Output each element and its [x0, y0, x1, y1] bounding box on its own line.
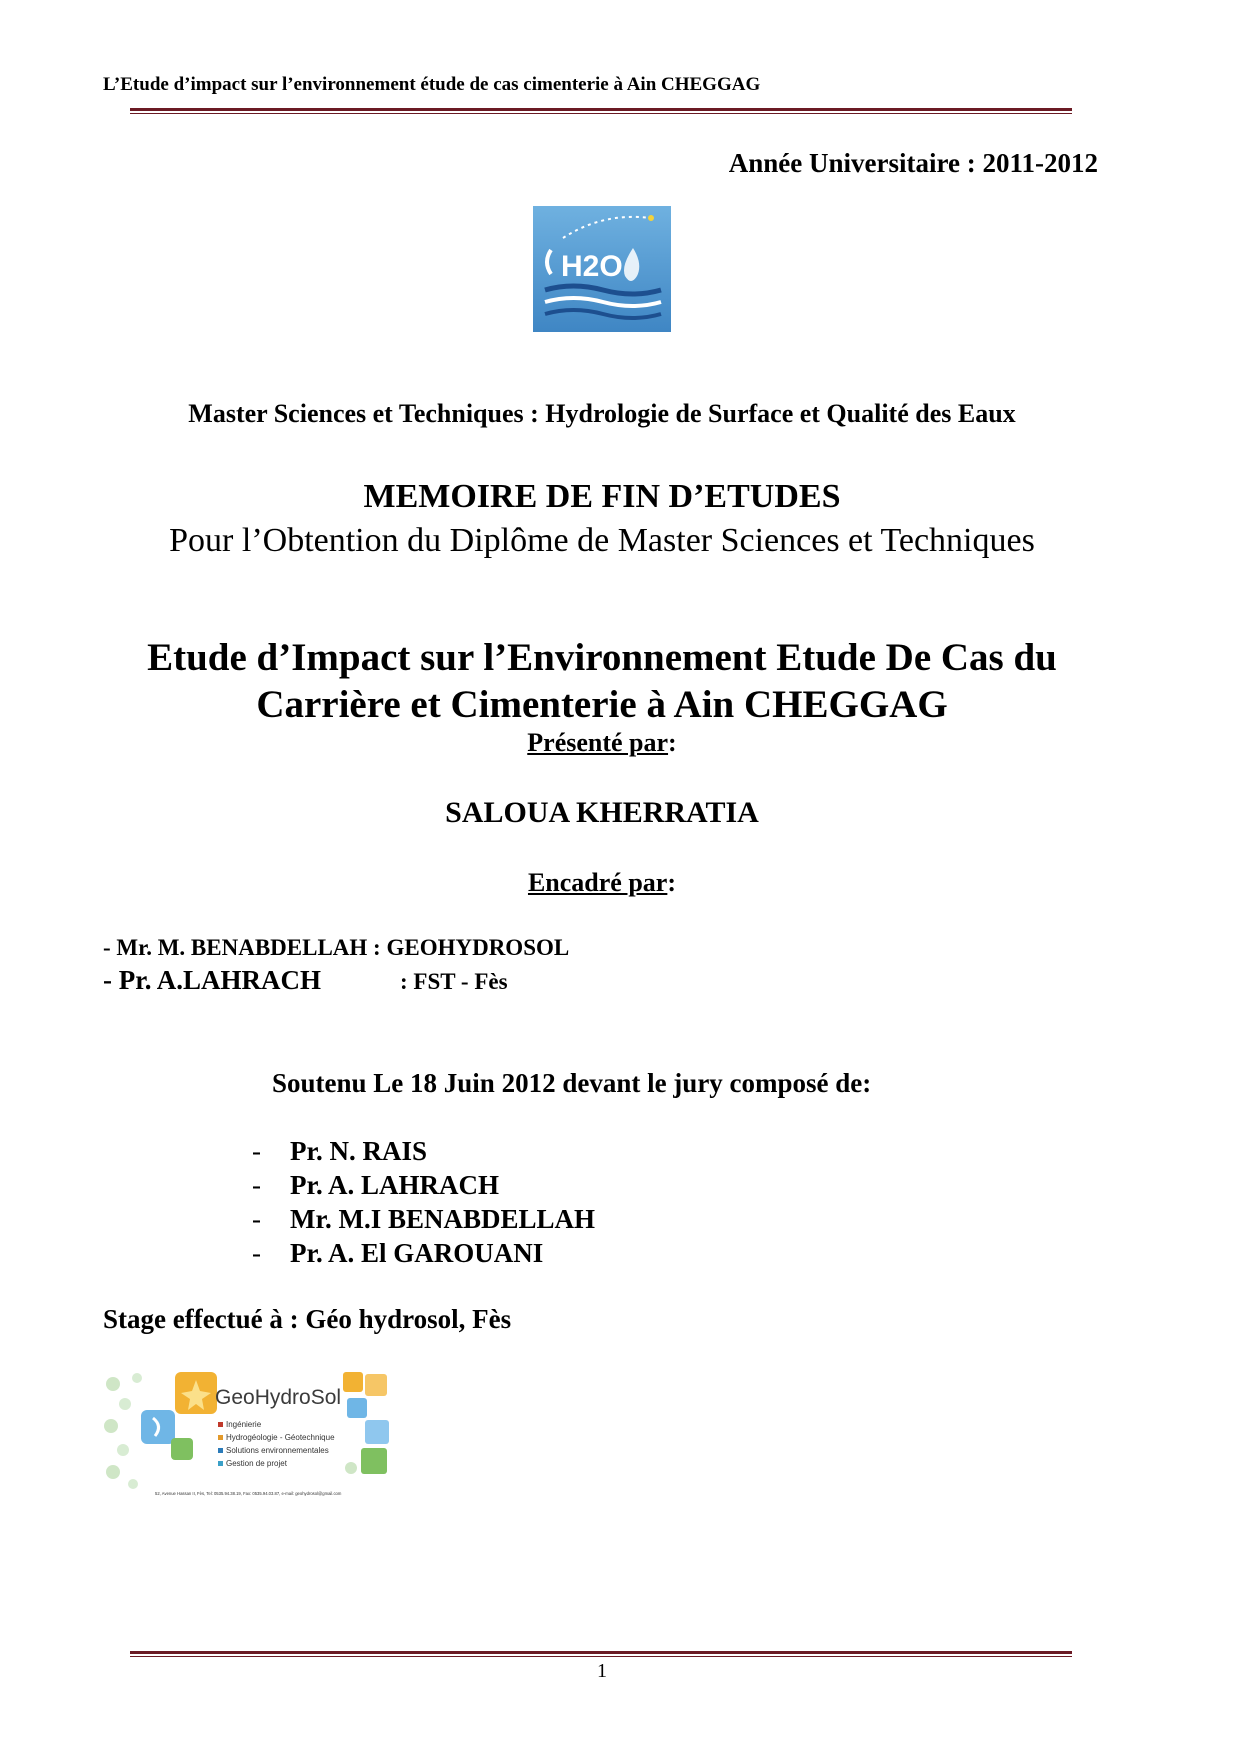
running-header: L’Etude d’impact sur l’environnement étude de cas cimenterie à Ain CHEGGAG	[103, 74, 761, 95]
geohydrosol-item-2: Hydrogéologie - Géotechnique	[226, 1433, 335, 1442]
geohydrosol-logo-name: GeoHydroSol	[215, 1386, 342, 1409]
bullet-hydrogeologie	[218, 1435, 223, 1440]
bullet-gestion	[218, 1461, 223, 1466]
jury-list	[252, 1134, 595, 1270]
presented-by-text: Présenté par	[527, 728, 669, 757]
memoire-heading: MEMOIRE DE FIN D’ETUDES	[363, 478, 841, 515]
geohydrosol-item-3: Solutions environnementales	[226, 1446, 329, 1455]
geohydrosol-logo	[103, 1364, 393, 1504]
jury-member: - Mr. M.I BENABDELLAH	[252, 1204, 596, 1234]
defense-statement: Soutenu Le 18 Juin 2012 devant le jury composé de:	[272, 1068, 872, 1098]
page-number: 1	[597, 1660, 607, 1682]
supervisor-2-affiliation: : FST - Fès	[400, 969, 508, 994]
supervised-by-text: Encadré par	[527, 868, 668, 897]
geohydrosol-item-1: Ingénierie	[226, 1420, 262, 1429]
footer-divider	[130, 1651, 1072, 1657]
presented-by-label: Présenté par:	[527, 728, 677, 757]
h2o-logo	[533, 206, 671, 332]
jury-member: - Pr. A. El GAROUANI	[252, 1238, 544, 1268]
thesis-title-line-2: Carrière et Cimenterie à Ain CHEGGAG	[256, 683, 948, 726]
jury-member: - Pr. N. RAIS	[252, 1136, 428, 1166]
supervised-by-label: Encadré par:	[527, 868, 677, 897]
supervisor-2	[103, 965, 508, 996]
jury-member: - Pr. A. LAHRACH	[252, 1170, 500, 1200]
internship-location: Stage effectué à : Géo hydrosol, Fès	[103, 1304, 512, 1334]
thesis-title-line-1: Etude d’Impact sur l’Environnement Etude De Cas du	[147, 636, 1057, 679]
bullet-ingenierie	[218, 1422, 223, 1427]
geohydrosol-item-4: Gestion de projet	[226, 1459, 287, 1468]
geohydrosol-address: 52, Avenue Hassan II, Fès, Tel: 0535.94.38.19, Fax: 0535.94.03.87, e-mail: geohydrosol@gmail.com	[155, 1491, 342, 1496]
header-divider	[130, 108, 1072, 114]
bullet-solutions	[218, 1448, 223, 1453]
thesis-title	[0, 634, 1204, 728]
student-name: SALOUA KHERRATIA	[445, 796, 759, 829]
academic-year: Année Universitaire : 2011-2012	[728, 148, 1098, 178]
master-program: Master Sciences et Techniques : Hydrologie de Surface et Qualité des Eaux	[188, 399, 1016, 428]
diploma-subtitle: Pour l’Obtention du Diplôme de Master Sciences et Techniques	[169, 522, 1035, 559]
h2o-logo-text: H2O	[561, 250, 623, 283]
supervisor-2-name: - Pr. A.LAHRACH	[103, 965, 322, 995]
supervisor-1: - Mr. M. BENABDELLAH : GEOHYDROSOL	[103, 935, 570, 960]
